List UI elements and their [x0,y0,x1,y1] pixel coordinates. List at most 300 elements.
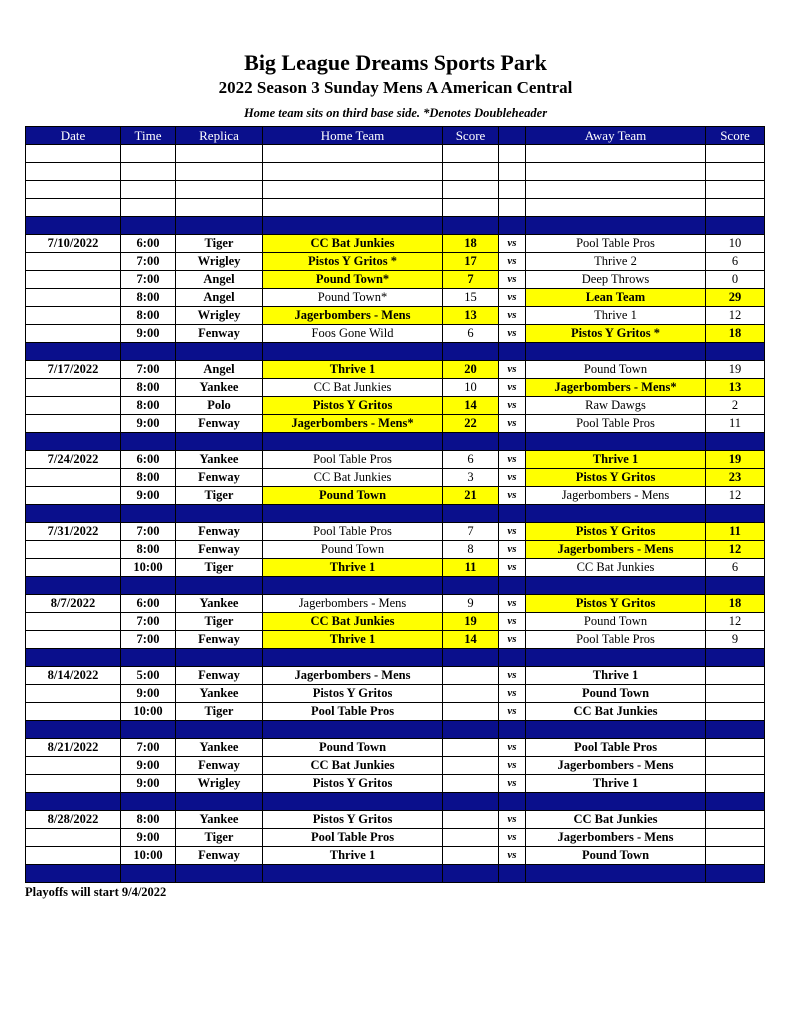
game-date [26,559,121,577]
home-score [443,757,499,775]
separator-cell [26,793,121,811]
game-date [26,757,121,775]
separator-cell [526,865,706,883]
separator-cell [706,793,765,811]
home-team: Pound Town* [263,271,443,289]
home-score [443,775,499,793]
game-time: 9:00 [121,325,176,343]
home-score: 19 [443,613,499,631]
separator-cell [26,577,121,595]
home-team: Foos Gone Wild [263,325,443,343]
week-separator [26,217,765,235]
game-row [26,325,765,343]
home-score: 6 [443,325,499,343]
separator-cell [263,505,443,523]
separator-cell [499,343,526,361]
separator-cell [706,865,765,883]
away-team: Thrive 1 [526,451,706,469]
home-team: Jagerbombers - Mens [263,307,443,325]
game-replica: Fenway [176,631,263,649]
separator-cell [176,793,263,811]
home-score: 15 [443,289,499,307]
separator-cell [526,505,706,523]
game-date [26,613,121,631]
separator-cell [176,865,263,883]
game-replica: Tiger [176,235,263,253]
home-score [443,703,499,721]
home-score: 7 [443,271,499,289]
separator-cell [499,865,526,883]
home-team: Pistos Y Gritos [263,685,443,703]
schedule-table [25,126,765,883]
game-time: 6:00 [121,235,176,253]
game-replica: Fenway [176,541,263,559]
game-replica: Yankee [176,595,263,613]
separator-cell [526,217,706,235]
away-score: 2 [706,397,765,415]
separator-cell [263,217,443,235]
game-time: 9:00 [121,487,176,505]
away-score [706,739,765,757]
away-team: Pistos Y Gritos [526,523,706,541]
home-team: Jagerbombers - Mens* [263,415,443,433]
away-team: Thrive 1 [526,775,706,793]
separator-cell [176,577,263,595]
separator-cell [499,217,526,235]
vs-label: vs [499,667,526,685]
week-separator [26,343,765,361]
vs-label: vs [499,253,526,271]
separator-cell [443,721,499,739]
home-score [443,739,499,757]
separator-cell [706,433,765,451]
game-row [26,595,765,613]
header-away-score: Score [706,127,765,145]
game-replica: Tiger [176,559,263,577]
away-team: Pound Town [526,361,706,379]
game-replica: Fenway [176,847,263,865]
page-title: Big League Dreams Sports Park [244,50,547,75]
away-score [706,829,765,847]
home-team: Pound Town [263,487,443,505]
blank-row [26,145,765,163]
game-date [26,379,121,397]
game-replica: Polo [176,397,263,415]
separator-cell [263,649,443,667]
game-row [26,847,765,865]
game-row [26,235,765,253]
week-separator [26,865,765,883]
away-team: Deep Throws [526,271,706,289]
away-score: 6 [706,559,765,577]
away-score: 9 [706,631,765,649]
game-time: 10:00 [121,559,176,577]
separator-cell [706,577,765,595]
game-date [26,703,121,721]
game-time: 7:00 [121,253,176,271]
vs-label: vs [499,829,526,847]
home-team: Pistos Y Gritos [263,775,443,793]
separator-cell [176,217,263,235]
separator-cell [176,433,263,451]
home-team: CC Bat Junkies [263,235,443,253]
separator-cell [176,649,263,667]
separator-cell [121,505,176,523]
away-team: Pistos Y Gritos [526,595,706,613]
away-score [706,757,765,775]
away-team: CC Bat Junkies [526,559,706,577]
game-row [26,541,765,559]
away-score: 12 [706,613,765,631]
game-row [26,703,765,721]
header-replica: Replica [176,127,263,145]
away-score: 6 [706,253,765,271]
vs-label: vs [499,631,526,649]
away-score [706,703,765,721]
game-time: 8:00 [121,289,176,307]
away-team: Jagerbombers - Mens [526,541,706,559]
game-date: 8/21/2022 [26,739,121,757]
blank-row [26,199,765,217]
separator-cell [121,343,176,361]
separator-cell [706,217,765,235]
vs-label: vs [499,595,526,613]
home-score: 13 [443,307,499,325]
home-team: Thrive 1 [263,559,443,577]
separator-cell [526,649,706,667]
separator-cell [26,433,121,451]
game-date [26,415,121,433]
separator-cell [443,865,499,883]
header-vs [499,127,526,145]
separator-cell [443,649,499,667]
away-score: 12 [706,541,765,559]
game-replica: Tiger [176,487,263,505]
vs-label: vs [499,379,526,397]
game-date: 7/17/2022 [26,361,121,379]
game-row [26,559,765,577]
blank-row [26,181,765,199]
vs-label: vs [499,523,526,541]
separator-cell [26,217,121,235]
week-separator [26,433,765,451]
schedule-body [26,145,765,883]
header-home-team: Home Team [263,127,443,145]
home-team: Pistos Y Gritos [263,397,443,415]
home-team: CC Bat Junkies [263,379,443,397]
game-row [26,487,765,505]
game-time: 7:00 [121,739,176,757]
away-team: Jagerbombers - Mens* [526,379,706,397]
game-time: 8:00 [121,541,176,559]
away-score: 29 [706,289,765,307]
away-score [706,775,765,793]
separator-cell [526,433,706,451]
game-replica: Angel [176,271,263,289]
game-row [26,829,765,847]
away-team: Pistos Y Gritos * [526,325,706,343]
separator-cell [263,577,443,595]
game-row [26,523,765,541]
game-date: 8/7/2022 [26,595,121,613]
game-replica: Fenway [176,523,263,541]
separator-cell [499,721,526,739]
home-score: 20 [443,361,499,379]
game-time: 7:00 [121,631,176,649]
header-date: Date [26,127,121,145]
game-date: 7/24/2022 [26,451,121,469]
home-team: Pistos Y Gritos [263,811,443,829]
separator-cell [263,865,443,883]
separator-cell [176,505,263,523]
separator-cell [263,433,443,451]
home-score: 18 [443,235,499,253]
game-replica: Yankee [176,685,263,703]
vs-label: vs [499,811,526,829]
game-replica: Tiger [176,829,263,847]
home-score: 14 [443,631,499,649]
game-replica: Angel [176,361,263,379]
vs-label: vs [499,325,526,343]
away-score: 23 [706,469,765,487]
home-score [443,847,499,865]
game-date: 7/31/2022 [26,523,121,541]
vs-label: vs [499,613,526,631]
game-time: 8:00 [121,469,176,487]
away-team: CC Bat Junkies [526,703,706,721]
vs-label: vs [499,235,526,253]
separator-cell [26,505,121,523]
game-row [26,739,765,757]
separator-cell [121,577,176,595]
game-row [26,667,765,685]
separator-cell [706,649,765,667]
separator-cell [121,793,176,811]
game-row [26,253,765,271]
separator-cell [263,721,443,739]
away-team: Pool Table Pros [526,739,706,757]
game-row [26,775,765,793]
game-time: 7:00 [121,523,176,541]
game-time: 9:00 [121,829,176,847]
away-team: Jagerbombers - Mens [526,757,706,775]
home-score: 17 [443,253,499,271]
game-replica: Fenway [176,757,263,775]
game-time: 7:00 [121,613,176,631]
separator-cell [526,721,706,739]
game-replica: Tiger [176,613,263,631]
game-time: 10:00 [121,703,176,721]
home-score [443,829,499,847]
vs-label: vs [499,415,526,433]
away-team: Jagerbombers - Mens [526,487,706,505]
header-row [26,127,765,145]
header-home-score: Score [443,127,499,145]
game-date [26,271,121,289]
separator-cell [499,505,526,523]
away-score [706,685,765,703]
home-team: Jagerbombers - Mens [263,667,443,685]
home-score [443,685,499,703]
away-team: Jagerbombers - Mens [526,829,706,847]
away-score: 13 [706,379,765,397]
game-replica: Angel [176,289,263,307]
game-date [26,829,121,847]
home-score: 11 [443,559,499,577]
away-team: Lean Team [526,289,706,307]
game-time: 10:00 [121,847,176,865]
away-score: 12 [706,307,765,325]
game-date [26,775,121,793]
game-replica: Fenway [176,325,263,343]
game-replica: Fenway [176,415,263,433]
vs-label: vs [499,361,526,379]
game-date: 8/14/2022 [26,667,121,685]
separator-cell [706,505,765,523]
separator-cell [443,793,499,811]
vs-label: vs [499,289,526,307]
game-date [26,541,121,559]
game-date [26,253,121,271]
vs-label: vs [499,775,526,793]
game-row [26,289,765,307]
game-date [26,325,121,343]
game-row [26,361,765,379]
game-date [26,307,121,325]
home-team: Pool Table Pros [263,703,443,721]
game-time: 7:00 [121,361,176,379]
page-subtitle: 2022 Season 3 Sunday Mens A American Central [218,78,573,97]
away-score: 18 [706,325,765,343]
separator-cell [121,649,176,667]
away-team: Pool Table Pros [526,415,706,433]
home-score: 10 [443,379,499,397]
away-team: Pistos Y Gritos [526,469,706,487]
week-separator [26,505,765,523]
week-separator [26,577,765,595]
week-separator [26,649,765,667]
game-row [26,379,765,397]
away-team: Thrive 1 [526,667,706,685]
separator-cell [121,721,176,739]
away-score [706,667,765,685]
game-date [26,487,121,505]
game-date [26,469,121,487]
vs-label: vs [499,739,526,757]
schedule-note: Home team sits on third base side. *Denotes Doubleheader [243,106,548,120]
vs-label: vs [499,487,526,505]
separator-cell [499,433,526,451]
home-team: Pool Table Pros [263,451,443,469]
game-replica: Yankee [176,451,263,469]
game-row [26,307,765,325]
game-row [26,451,765,469]
game-time: 8:00 [121,397,176,415]
away-score: 11 [706,415,765,433]
separator-cell [176,343,263,361]
home-team: Pound Town [263,541,443,559]
game-time: 8:00 [121,379,176,397]
separator-cell [499,793,526,811]
separator-cell [121,865,176,883]
separator-cell [26,721,121,739]
home-score: 14 [443,397,499,415]
game-replica: Yankee [176,379,263,397]
home-score: 9 [443,595,499,613]
separator-cell [443,577,499,595]
home-score: 3 [443,469,499,487]
vs-label: vs [499,541,526,559]
playoffs-note: Playoffs will start 9/4/2022 [25,885,167,899]
game-time: 9:00 [121,685,176,703]
away-score: 19 [706,361,765,379]
away-score: 19 [706,451,765,469]
game-date: 8/28/2022 [26,811,121,829]
game-row [26,685,765,703]
game-time: 5:00 [121,667,176,685]
away-team: Pool Table Pros [526,631,706,649]
game-date [26,685,121,703]
home-score: 22 [443,415,499,433]
away-score [706,811,765,829]
game-row [26,469,765,487]
away-score: 12 [706,487,765,505]
vs-label: vs [499,559,526,577]
separator-cell [263,343,443,361]
game-time: 8:00 [121,811,176,829]
game-time: 9:00 [121,757,176,775]
game-date: 7/10/2022 [26,235,121,253]
blank-row [26,163,765,181]
game-time: 9:00 [121,415,176,433]
game-date [26,847,121,865]
away-team: Raw Dawgs [526,397,706,415]
game-time: 9:00 [121,775,176,793]
home-team: Pound Town* [263,289,443,307]
game-row [26,631,765,649]
home-score: 6 [443,451,499,469]
home-team: Pound Town [263,739,443,757]
away-team: Pool Table Pros [526,235,706,253]
away-team: Pound Town [526,613,706,631]
game-row [26,811,765,829]
header-time: Time [121,127,176,145]
home-team: Thrive 1 [263,631,443,649]
separator-cell [26,343,121,361]
game-replica: Wrigley [176,307,263,325]
home-team: CC Bat Junkies [263,757,443,775]
separator-cell [706,721,765,739]
home-team: Pistos Y Gritos * [263,253,443,271]
game-replica: Fenway [176,667,263,685]
separator-cell [26,865,121,883]
game-replica: Wrigley [176,775,263,793]
vs-label: vs [499,847,526,865]
separator-cell [176,721,263,739]
game-time: 7:00 [121,271,176,289]
home-score [443,811,499,829]
game-date [26,397,121,415]
separator-cell [443,217,499,235]
away-score: 10 [706,235,765,253]
home-score: 8 [443,541,499,559]
separator-cell [706,343,765,361]
game-replica: Wrigley [176,253,263,271]
separator-cell [526,793,706,811]
away-team: CC Bat Junkies [526,811,706,829]
game-date [26,631,121,649]
home-score: 21 [443,487,499,505]
